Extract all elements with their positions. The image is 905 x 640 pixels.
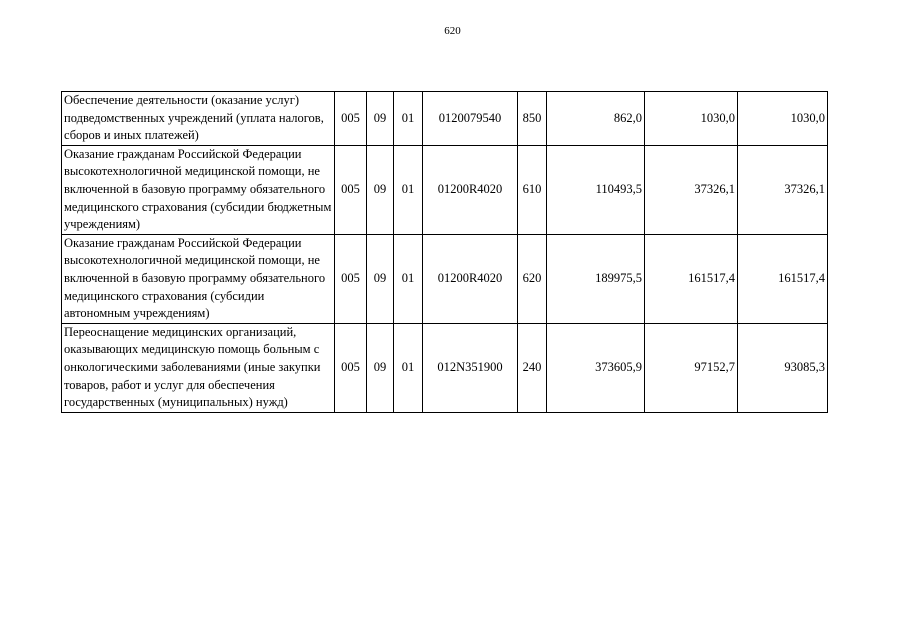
cell-name: Обеспечение деятельности (оказание услуг) подведомственных учреждений (уплата налогов, сборов и иных платежей) [62,92,335,146]
cell-amount-3: 37326,1 [738,145,828,234]
cell-name: Оказание гражданам Российской Федерации высокотехнологичной медицинской помощи, не включенной в базовую программу обязательного медицинского страхования (субсидии бюджетным учреждениям) [62,145,335,234]
cell-ministry-code: 005 [335,145,367,234]
page-number: 620 [444,25,461,37]
cell-expense-type: 610 [518,145,547,234]
cell-amount-3: 161517,4 [738,234,828,323]
cell-ministry-code: 005 [335,234,367,323]
table-row [62,92,828,146]
table-row [62,145,828,234]
cell-expense-type: 620 [518,234,547,323]
cell-amount-1: 373605,9 [547,323,645,412]
cell-amount-1: 110493,5 [547,145,645,234]
cell-subsection-code: 01 [394,234,423,323]
cell-amount-3: 93085,3 [738,323,828,412]
cell-target-article: 01200R4020 [423,145,518,234]
cell-name: Оказание гражданам Российской Федерации высокотехнологичной медицинской помощи, не включенной в базовую программу обязательного медицинского страхования (субсидии автономным учреждениям) [62,234,335,323]
cell-amount-2: 37326,1 [645,145,738,234]
cell-section-code: 09 [367,92,394,146]
cell-amount-2: 97152,7 [645,323,738,412]
cell-subsection-code: 01 [394,92,423,146]
cell-target-article: 01200R4020 [423,234,518,323]
cell-amount-1: 862,0 [547,92,645,146]
budget-table [61,91,828,413]
cell-amount-2: 161517,4 [645,234,738,323]
cell-ministry-code: 005 [335,323,367,412]
cell-name: Переоснащение медицинских организаций, оказывающих медицинскую помощь больным с онкологическими заболеваниями (иные закупки товаров, работ и услуг для обеспечения государственных (муниципальных) нужд) [62,323,335,412]
cell-section-code: 09 [367,323,394,412]
cell-target-article: 0120079540 [423,92,518,146]
cell-subsection-code: 01 [394,145,423,234]
cell-expense-type: 240 [518,323,547,412]
cell-amount-1: 189975,5 [547,234,645,323]
cell-subsection-code: 01 [394,323,423,412]
table-row [62,323,828,412]
cell-section-code: 09 [367,145,394,234]
cell-amount-2: 1030,0 [645,92,738,146]
table-row [62,234,828,323]
cell-target-article: 012N351900 [423,323,518,412]
cell-amount-3: 1030,0 [738,92,828,146]
cell-expense-type: 850 [518,92,547,146]
cell-section-code: 09 [367,234,394,323]
cell-ministry-code: 005 [335,92,367,146]
